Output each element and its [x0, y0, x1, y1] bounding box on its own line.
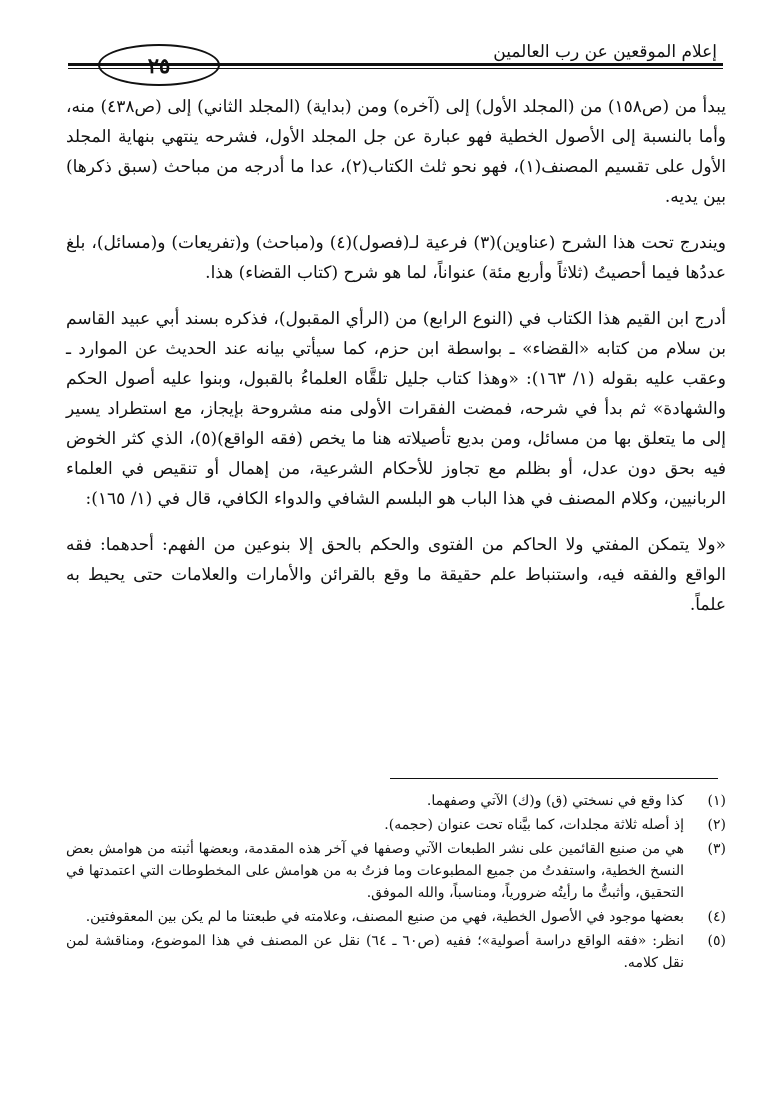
footnote-text: بعضها موجود في الأصول الخطية، فهي من صنيع المصنف، وعلامته في طبعتنا ما لم يكن بين المعقوفتين.: [85, 909, 684, 925]
paragraph: يبدأ من (ص١٥٨) من (المجلد الأول) إلى (آخره) ومن (بداية) (المجلد الثاني) إلى (ص٤٣٨) منه، وأما بالنسبة إلى الأصول الخطية فهو عبارة عن جل المجلد الأول، فشرحه ينتهي بنهاية المجلد الأول على تقسيم المصنف(١)، فهو نحو ثلث الكتاب(٢)، عدا ما أدرجه من مباحث (سبق ذكرها) بين يديه.: [66, 97, 727, 207]
footnote-number: (١): [707, 793, 726, 809]
footnote: [66, 814, 726, 836]
footnote-number: (٢): [707, 817, 726, 833]
footnote-text: كذا وقع في نسختي (ق) و(ك) الآتي وصفهما.: [426, 793, 684, 809]
footnote-number: (٣): [707, 841, 726, 857]
running-title: إعلام الموقعين عن رب العالمين: [493, 42, 717, 62]
footnote: [66, 906, 726, 928]
footnote: [66, 838, 726, 904]
footnote-text: هي من صنيع القائمين على نشر الطبعات الآتي وصفها في آخر هذه المقدمة، وبعضها أثبته من هوامش بعض النسخ الخطية، واستفدتُ من جميع المطبوعات وما فزتُ به من هوامش على المخطوطات التي اعتمدتها في التحقيق، وأثبتُّ ما رأيتُه ضرورياً، ومناسباً، والله الموفق.: [66, 841, 684, 901]
paragraph: أدرج ابن القيم هذا الكتاب في (النوع الرابع) من (الرأي المقبول)، فذكره بسند أبي عبيد القاسم بن سلام من كتابه «القضاء» ـ بواسطة ابن حزم، كما سيأتي بيانه عند الحديث عن الموارد ـ وعقب عليه بقوله (١/ ١٦٣): «وهذا كتاب جليل تلقَّاه العلماءُ بالقبول، وبنوا عليه أصول الحكم والشهادة» ثم بدأ في شرحه، فمضت الفقرات الأولى منه مشروحة بإيجاز، مع استطراد يسير إلى ما يتعلق بها من مسائل، ومن بديع تأصيلاته هنا ما يخص (فقه الواقع)(٥)، الذي كثر الخوض فيه بحق دون عدل، أو بظلم مع تجاوز للأحكام الشرعية، من إهمال أو تنقيص في العلماء الربانيين، وكلام المصنف في هذا الباب هو البلسم الشافي والدواء الكافي، قال في (١/ ١٦٥):: [66, 309, 726, 509]
footnote-number: (٤): [707, 909, 726, 925]
footnote-text: إذ أصله ثلاثة مجلدات، كما بيَّناه تحت عنوان (حجمه).: [384, 817, 684, 833]
footnote-separator: [390, 778, 718, 779]
footnote: [66, 930, 726, 974]
page-header: [68, 36, 723, 76]
footnote: [66, 790, 726, 812]
paragraph: ويندرج تحت هذا الشرح (عناوين)(٣) فرعية لـ(فصول)(٤) و(مباحث) و(تفريعات) و(مسائل)، بلغ عددُها فيما أحصيتُ (ثلاثاً وأربع مئة) عنواناً، لما هو شرح (كتاب القضاء) هذا.: [66, 233, 726, 283]
footnote-number: (٥): [707, 933, 726, 949]
header-rule-thick: [68, 63, 723, 66]
main-text: [66, 92, 726, 636]
header-rule-thin: [68, 68, 723, 69]
footnote-text: انظر: «فقه الواقع دراسة أصولية»؛ ففيه (ص٦٠ ـ ٦٤) نقل عن المصنف في هذا الموضوع، ومناقشة لمن نقل كلامه.: [66, 933, 684, 971]
footnotes: [66, 790, 726, 976]
paragraph: «ولا يتمكن المفتي ولا الحاكم من الفتوى والحكم بالحق إلا بنوعين من الفهم: أحدهما: فقه الواقع والفقه فيه، واستنباط علم حقيقة ما وقع بالقرائن والأمارات والعلامات حتى يحيط به علماً.: [66, 535, 726, 615]
